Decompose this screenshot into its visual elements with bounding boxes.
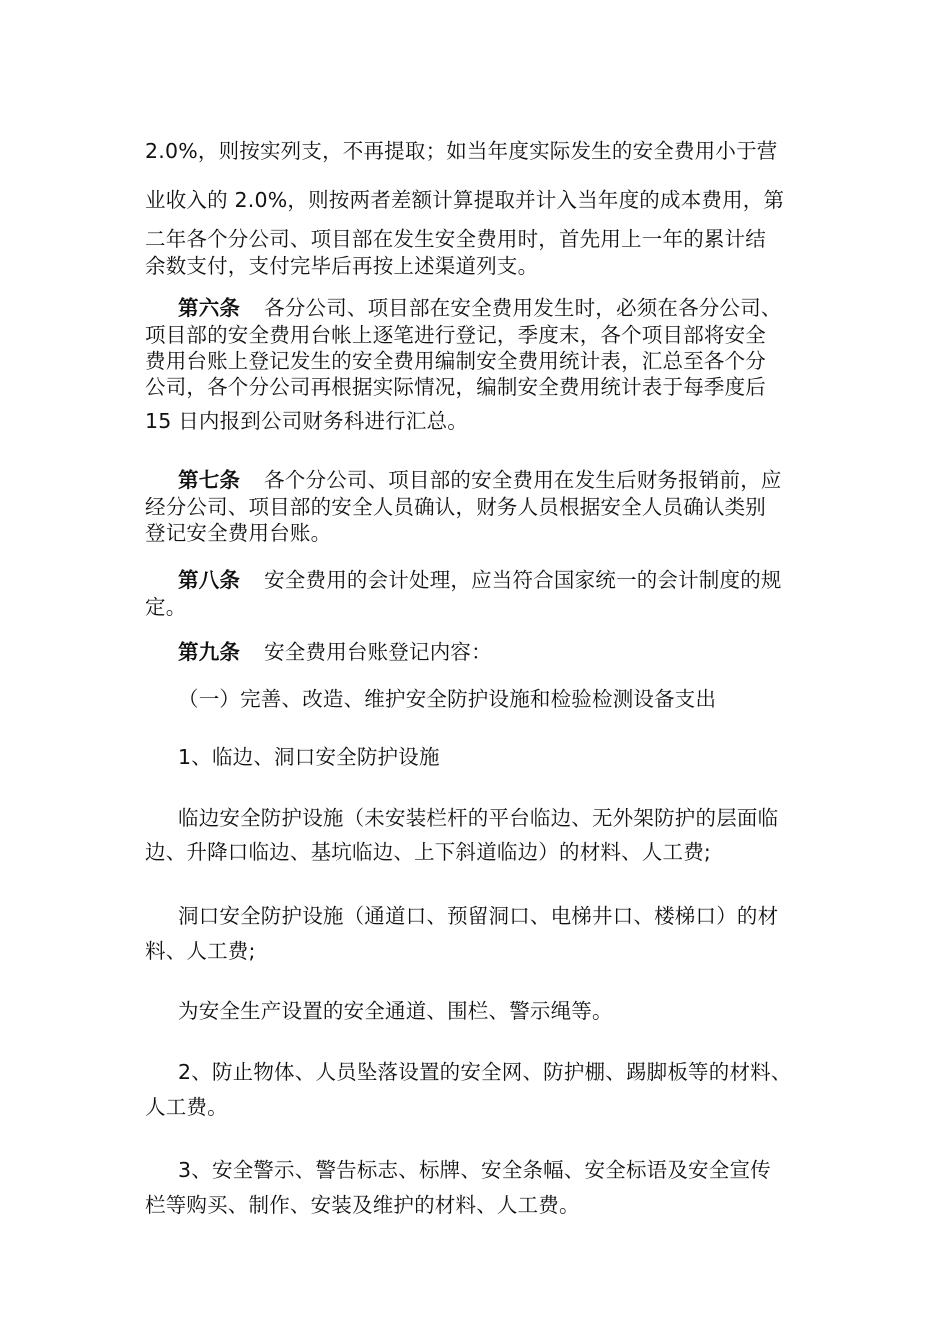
article-6-label: 第六条 bbox=[178, 296, 241, 320]
paragraph-line: 经分公司、项目部的安全人员确认，财务人员根据安全人员确认类别 bbox=[145, 495, 766, 519]
paragraph-line: 洞口安全防护设施（通道口、预留洞口、电梯井口、楼梯口）的材 bbox=[178, 904, 779, 928]
paragraph-line: 料、人工费; bbox=[145, 939, 256, 963]
paragraph-line: 15 日内报到公司财务科进行汇总。 bbox=[145, 409, 469, 433]
article-9-first-line bbox=[178, 640, 492, 664]
item-1-heading: 1、临边、洞口安全防护设施 bbox=[178, 745, 440, 769]
paragraph-line: 二年各个分公司、项目部在发生安全费用时，首先用上一年的累计结 bbox=[145, 227, 766, 251]
paragraph-line: 人工费。 bbox=[145, 1095, 228, 1119]
paragraph-line: 费用台账上登记发生的安全费用编制安全费用统计表，汇总至各个分 bbox=[145, 349, 766, 373]
article-8-text: 安全费用的会计处理，应当符合国家统一的会计制度的规 bbox=[264, 568, 782, 592]
article-7-first-line bbox=[178, 468, 782, 492]
article-8-first-line bbox=[178, 568, 782, 592]
article-6-text: 各分公司、项目部在安全费用发生时，必须在各分公司、 bbox=[264, 296, 782, 320]
article-7-text: 各个分公司、项目部的安全费用在发生后财务报销前，应 bbox=[264, 468, 782, 492]
paragraph-line: 业收入的 2.0%，则按两者差额计算提取并计入当年度的成本费用，第 bbox=[145, 188, 785, 212]
paragraph-line: 2.0%，则按实列支，不再提取；如当年度实际发生的安全费用小于营 bbox=[145, 139, 778, 163]
section-heading: （一）完善、改造、维护安全防护设施和检验检测设备支出 bbox=[178, 687, 717, 711]
article-7-label: 第七条 bbox=[178, 468, 241, 492]
paragraph-line: 栏等购买、制作、安装及维护的材料、人工费。 bbox=[145, 1193, 580, 1217]
paragraph-line: 临边安全防护设施（未安装栏杆的平台临边、无外架防护的层面临 bbox=[178, 806, 779, 830]
paragraph-line: 边、升降口临边、基坑临边、上下斜道临边）的材料、人工费; bbox=[145, 840, 712, 864]
article-9-text: 安全费用台账登记内容： bbox=[264, 640, 492, 664]
paragraph-line: 为安全生产设置的安全通道、围栏、警示绳等。 bbox=[178, 999, 613, 1023]
paragraph-line: 公司，各个分公司再根据实际情况，编制安全费用统计表于每季度后 bbox=[145, 375, 766, 399]
article-8-label: 第八条 bbox=[178, 568, 241, 592]
paragraph-line: 登记安全费用台账。 bbox=[145, 521, 332, 545]
paragraph-line: 项目部的安全费用台帐上逐笔进行登记，季度末，各个项目部将安全 bbox=[145, 323, 766, 347]
item-3-line: 3、安全警示、警告标志、标牌、安全条幅、安全标语及安全宣传 bbox=[178, 1158, 771, 1182]
item-2-line: 2、防止物体、人员坠落设置的安全网、防护棚、踢脚板等的材料、 bbox=[178, 1060, 792, 1084]
paragraph-line: 定。 bbox=[145, 595, 187, 619]
article-6-first-line bbox=[178, 296, 782, 320]
article-9-label: 第九条 bbox=[178, 640, 241, 664]
paragraph-line: 余数支付，支付完毕后再按上述渠道列支。 bbox=[145, 254, 539, 278]
